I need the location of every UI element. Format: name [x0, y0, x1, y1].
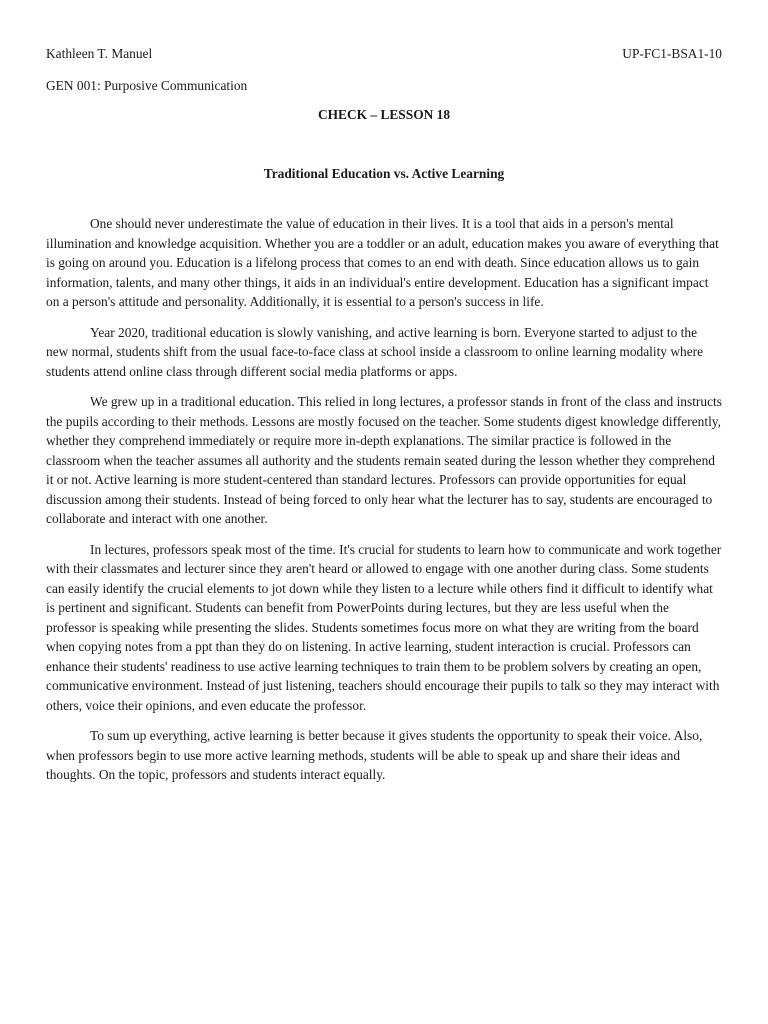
document-subtitle: Traditional Education vs. Active Learning: [263, 166, 505, 181]
paragraph-intro: One should never underestimate the value of education in their lives. It is a tool that aids in a person's mental illumination and knowledge acquisition. Whether you are a toddler or an adult, education makes you aware of everything that is going on around you. Education is a lifelong process that comes to an end with death. Since education allows us to gain information, talents, and many other things, it aids in an individual's entire development. Education has a significant impact on a person's attitude and personality. Additionally, it is essential to a person's success in life.: [46, 216, 719, 309]
document-page: [46, 44, 722, 796]
document-body: [46, 214, 722, 785]
section-code: UP-FC1-BSA1-10: [622, 46, 722, 61]
header-row: [46, 44, 722, 64]
course-name: GEN 001: Purposive Communication: [46, 78, 248, 93]
paragraph-conclusion: To sum up everything, active learning is better because it gives students the opportunity to speak their voice. Also, when professors begin to use more active learning methods, students will be able to speak up and share their ideas and thoughts. On the topic, professors and students interact equally.: [46, 728, 703, 782]
document-title: CHECK – LESSON 18: [317, 107, 451, 122]
author-name: Kathleen T. Manuel: [46, 46, 153, 61]
paragraph-lectures: In lectures, professors speak most of the time. It's crucial for students to learn how to communicate and work together with their classmates and lecturer since they aren't heard or allowed to engage with one another during class. Some students can easily identify the crucial elements to jot down while they listen to a lecture while others find it difficult to identify what is pertinent and significant. Students can benefit from PowerPoints during lectures, but they are less useful when the professor is speaking while presenting the slides. Students sometimes focus more on what they are writing from the board when copying notes from a ppt than they do on listening. In active learning, student interaction is crucial. Professors can enhance their students' readiness to use active learning techniques to train them to be problem solvers by creating an open, communicative environment. Instead of just listening, teachers should encourage their pupils to talk so they may interact with others, voice their opinions, and even educate the professor.: [46, 541, 722, 713]
paragraph-traditional-education: We grew up in a traditional education. This relied in long lectures, a professor stands in front of the class and instructs the pupils according to their methods. Lessons are mostly focused on the teacher. Some students digest knowledge differently, whether they comprehend immediately or require more in-depth explanations. The similar practice is followed in the classroom when the teacher assumes all authority and the students remain seated during the lesson whether they comprehend it or not. Active learning is more student-centered than standard lectures. Professors can provide opportunities for equal discussion among their students. Instead of being forced to only hear what the lecturer has to say, students are encouraged to collaborate and interact with one another.: [46, 394, 722, 526]
paragraph-year-2020: Year 2020, traditional education is slowly vanishing, and active learning is born. Everyone started to adjust to the new normal, students shift from the usual face-to-face class at school inside a classroom to online learning modality where students attend online class through different social media platforms or apps.: [46, 324, 704, 379]
